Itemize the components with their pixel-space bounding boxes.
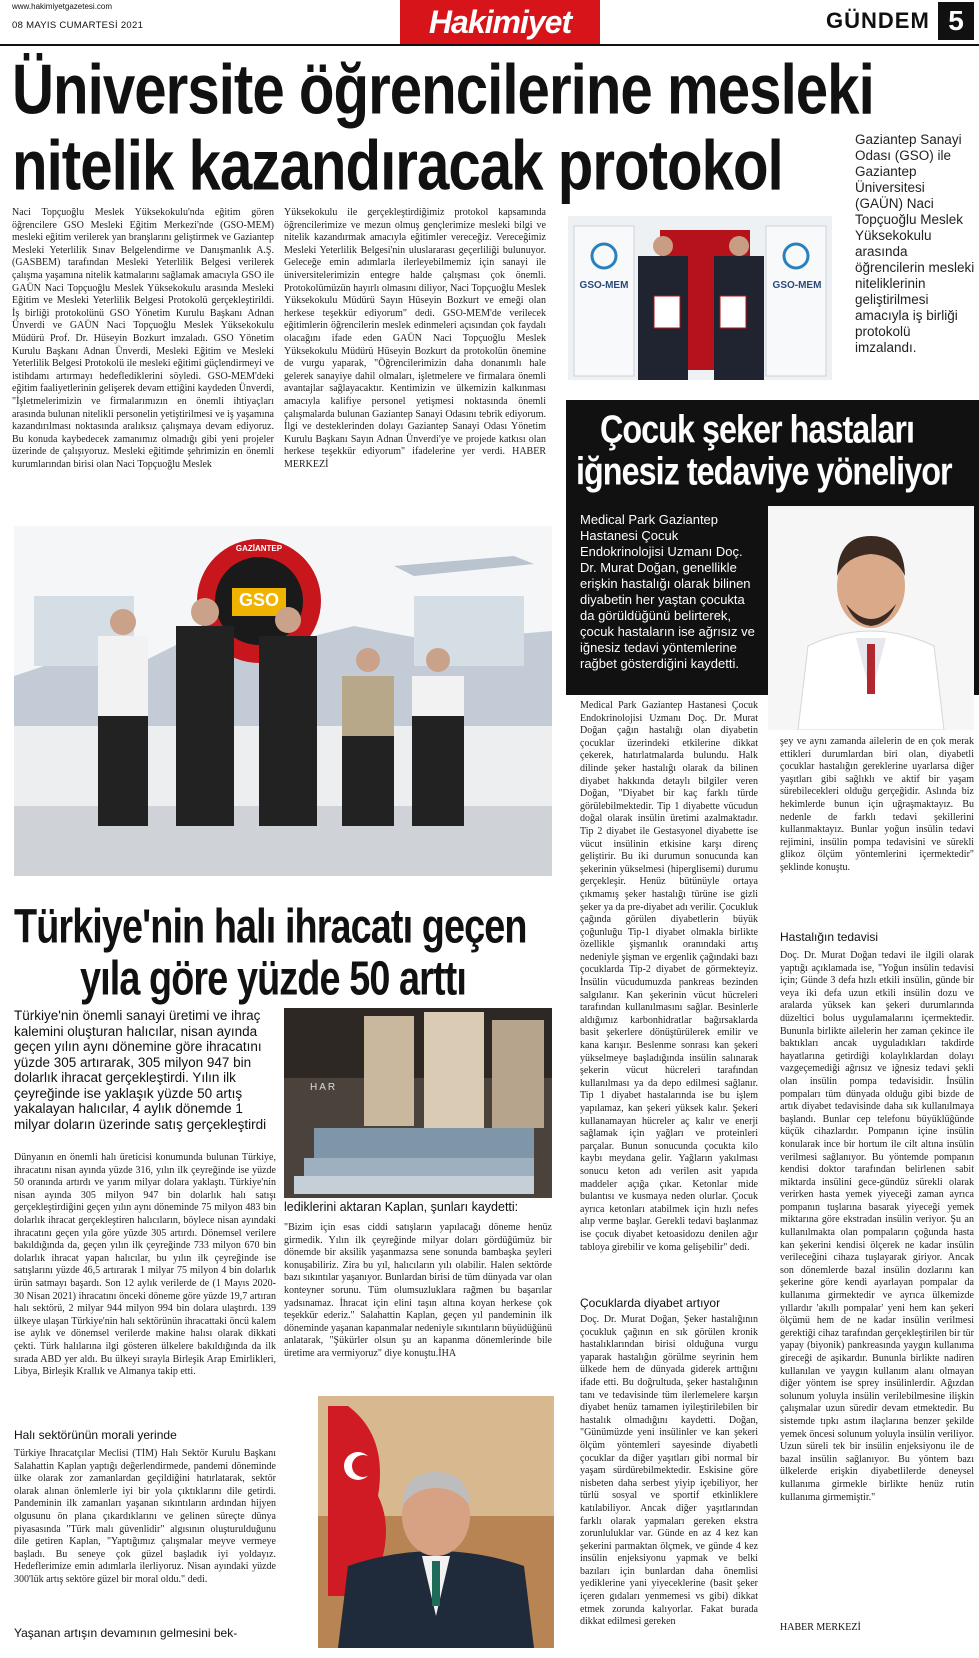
- carpet-photo: [284, 1008, 552, 1198]
- logo-text: Hakimiyet: [428, 3, 572, 40]
- article2-byline: HABER MERKEZİ: [780, 1622, 861, 1633]
- article2-subhead-1: Çocuklarda diyabet artıyor: [580, 1296, 721, 1310]
- article3-headline-line2: yıla göre yüzde 50 arttı: [80, 950, 466, 1005]
- photo-banner-left-text: GSO-MEM: [579, 280, 629, 291]
- article2-column-2b: Doç. Dr. Murat Doğan tedavi ile ilgili olarak yaptığı açıklamada ise, "Yoğun insülin tedavisi için; Günde 3 defa hızlı etkili insülin, günde bir veya iki defa uzun etkili insülin dozu ve aralarda yüksek kan şekeri durumlarında düzeltici bolus uygulamalarını içermektedir. Bununla birlikte ailelerin her zaman çekince ile baktıkları ancak uyguladıkları takdirde hayatlarına getirdiği kolaylıklardan dolayı vazgeçemediği ağrısız ve iğnesiz tedavi şekli olan insülin pompa tedavisidir. İnsülin pompaları tüm dünyada olduğu gibi bizde de artık diyabet tedavisinde daha sık kullanılmaya başlandı. Bunlar cep telefonu büyüklüğünde küçük cihazlardır. Pompanın içine insülin konularak ince bir hortum ile cilt altına insülin verilmesi sağlanıyor. Bu yöntemde pompanın kendisi doktor tarafından belirlenen sabit miktarda insülini gece-gündüz sürekli olarak verirken hasta yemek yiyeceği zaman ayrıca pompanın tuşlarına basarak yiyeceği yemek miktarına göre ekstradan insülin veriyor. Şu an kullanılmakta olan pompaların çoğunda hasta kan şekerini kendisi ölçerek ne kadar insülin verileceğini cihaza tuşlayarak giriyor. Ancak son dönemlerde bazal insülin dozlarını kan şekerine göre kendi ayarlayan pompalar da kullanıma girmektedir ve ayrıca ülkemizde yıllardır 'akıllı pompalar' yeni hem kan şekeri ölçümü hem de ne kadar insülin verilmesi gerektiği cihaz tarafından gerçekleştirilen bir tür yapay (biyonik) pankreasında yaygın kullanıma gireceği de aşikardır. Bununla birlikte nadiren kullanılan ve yaygın kullanım alanı olmayan diğer yöntem ise sprey insülinlerdir. Ağızdan solunum yoluyla insülin verilebilmesine ilişkin çalışmalar uzun süredir devam etmektedir. Bu sistemde tıpkı astım ilaçlarına benzer şekilde yemek öncesi solunum yoluyla insülin veriliyor. Uzun süreli tek bir insülin enjeksiyonu ile de bazal insülin sağlanıyor. Bu yöntem bazı ülkelerde erişkin diyabetlilerde deneysel kullanıma girmekle birlikte henüz rutin kullanıma girmemiştir.": [780, 950, 974, 1503]
- article3-subhead-2: Yaşanan artışın devamının gelmesini bek-: [14, 1626, 238, 1640]
- carpet-photo-illustration: [284, 1008, 552, 1198]
- website-url[interactable]: www.hakimiyetgazetesi.com: [12, 2, 113, 11]
- section-title: GÜNDEM: [826, 8, 930, 33]
- gso-logo-text: GSO: [238, 590, 279, 610]
- official-photo: [318, 1396, 554, 1648]
- photo-banner-right-text: GSO-MEM: [772, 280, 822, 291]
- article3-headline-line1: Türkiye'nin halı ihracatı geçen: [14, 898, 527, 953]
- page-number: 5: [938, 2, 974, 40]
- header-divider: [0, 44, 979, 46]
- article2-column-1b: Doç. Dr. Murat Doğan, Şeker hastalığının çocukluk çağının en sık görülen kronik hastalıklarından birisi olduğuna vurgu yaparak hastalığın görülme seyrinin hem ülkede hem de dünyada giderek arttığını ifade etti. Bu doğrultuda, şeker hastalığının tanı ve tedavisinde tüm ilerlemelere karşın diyabet henüz tamamen iyileştirilebilen bir hastalık olmadığını kaydetti. Doğan, "Günümüzde yeni insülinler ve kan şekeri ölçüm yöntemleri sayesinde diyabetli çocuklar da diğer yaşıtları gibi normal bir yaşam sürdürebilmektedir. Eskisine göre nisbeten daha serbest yiyip içebiliyor, her türlü sosyal ve sportif etkinliklere katılabiliyor. Ancak diğer yaşıtlarından farklı olarak yapmaları gereken ekstra zorunluluklar var. Günde en az 4 kez kan şekerini parmaktan ölçmek, ve günde 4 kez insülin enjeksiyonu yapmak ve belki bazıları için bunlardan daha önemlisi yediklerine yani yiyeceklerine (basit şeker içeren gıdaları yenmemesi vs gibi) dikkat etmek zorunda kalıyorlar. Fakat burada dikkat edilmesi gereken: [580, 1314, 758, 1628]
- article1-photo-caption: Gaziantep Sanayi Odası (GSO) ile Gaziantep Üniversitesi (GAÜN) Naci Topçuoğlu Meslek Yüksekokulu arasında öğrencilerin mesleki niteliklerinin geliştirilmesi amacıyla iş birliği protokolü imzalandı.: [855, 132, 975, 355]
- article2-headline-line1: Çocuk şeker hastaları: [600, 408, 915, 452]
- carpet-photo-brand: HAR: [310, 1082, 338, 1093]
- article3-column-2-heading: lediklerini aktaran Kaplan, şunları kaydetti:: [284, 1200, 519, 1214]
- article3-column-2: "Bizim için esas ciddi satışların yapılacağı döneme henüz girmedik. Yılın ilk çeyreğinde milyar doları gördüğümüz bir dönemde bir aksilik yaşanmazsa sene sonunda bambaşka şeyleri konuşabiliriz. Zira bu yıl, halıcıların yılı olabilir. Halen sektörde bazı sıkıntılar yaşanıyor. Bunlardan birisi de tüm dünyada var olan konteyner sorunu. Tüm olumsuzluklara rağmen bu başarılar yadsınamaz. İhracat için elini taşın altına koyan herkese çok teşekkür ederiz." Salahattin Kaplan, geçen yıl pandeminin ilk döneminde yaşanan kapanmalar nedeniyle sıkıntıların büyüdüğünü anlatarak, "Şükürler olsun şu an kapanma dönemlerinde bile üretime ara vermiyoruz" diye konuştu.İHA: [284, 1222, 552, 1359]
- signing-photo-illustration: [568, 216, 832, 380]
- article2-column-1: Medical Park Gaziantep Hastanesi Çocuk Endokrinolojisi Uzmanı Doç. Dr. Murat Doğan çağın hastalığı olan diyabetin çocuklar üzerindeki etkilerine dikkat çekerek, hatırlatmalarda bulundu. Halk dilinde şeker hastalığı olarak da bilinen diyabet hakkında detaylı bilgiler veren Doğan, "Diyabet bir kaç farklı türde görülebilmektedir. Tip 1 diyabette vücudun doğal olarak insülin üretimi azalmaktadır. Tip 2 diyabet ile Gestasyonel diyabette ise vücut insülinin etkisine karşı direnç geliştirir. Bu iki durumun sonucunda kan şekerinin yükselmesi (hiperglisemi) durumu gerçekleşir. Henüz bütünüyle ortaya çıkmamış şeker hastalığı türüne ise gizli şeker ya da pre-diyabet adı verilir. Çocukluk çağında görülen diyabetlerin büyük çoğunluğu Tip-1 diyabet olmakla birlikte özellikle şişmanlık oranındaki artış nedeniyle şişman ve ergenlik çağındaki bazı çocuklarda Tip-2 diyabet de görmekteyiz. İnsülin vücudumuzda pankreas bezinden salgılanır. Kan şekerinin vücut hücreleri tarafından kullanılmasını sağlar. Besinlerle aldığımız karbonhidratlar bağırsaklarda basit şekerlere dönüştürülerek emilir ve kana karışır. Beslenme sonrası kan şekeri yükselmeye başladığında insülin salınarak şekerin vücut hücreleri tarafından kullanılması ya da depo edilmesi sağlanır. Tip 1 diyabet hastalarında ise bu işlem yapılamaz, kan şekeri yüksek kalır. Şekeri kullanamayan hücreler aç kalır ve enerji sağlamak için yağları ve proteinleri parçalar. Bunun sonucunda çocukta kilo kaybı meydana gelir. Yağların yakılması sonucu keton adı verilen asit yapıda maddeler açığa çıkar. Ketonlar mide bulantısı ve kusmaya neden olurlar. Çocuk ayrıca ketonları atabilmek için hızlı nefes alıp verme başlar. Gerekli tedavi başlanmaz ise çocuk diyabet ketoasidozu denilen ağır tabloya girebilir ve koma gelişebilir" dedi.: [580, 700, 758, 1253]
- article3-subhead: Halı sektörünün morali yerinde: [14, 1428, 177, 1442]
- group-photo: [14, 526, 552, 876]
- article1-headline-line2: nitelik kazandıracak protokol: [12, 125, 783, 205]
- article2-lead: Medical Park Gaziantep Hastanesi Çocuk Endokrinolojisi Uzmanı Doç. Dr. Murat Doğan, genellikle erişkin hastalığı olarak bilinen diyabetin her yaştan çocukta da görüldüğünü belirterek, çocuk hastaların ise ağrısız ve iğnesiz tedavi yöntemlerine rağbet gösterdiğini kaydetti.: [580, 512, 755, 671]
- gso-ring-text: GAZİANTEP: [235, 544, 283, 553]
- signing-photo: [568, 216, 832, 380]
- article3-column-1b: Türkiye İhracatçılar Meclisi (TİM) Halı Sektör Kurulu Başkanı Salahattin Kaplan yaptığı değerlendirmede, pandemi döneminde ülke olarak zor zamanlardan geçildiğini hatırlatarak, sektör olarak alınan önlemlerle iyi bir yola çıktıklarını dile getirdi. Pandeminin ilk zamanları yaşanan sıkıntıların ardından hijyen olgusunu ön plana çıkardıklarını ve gelinen süreçte dünya piyasasında "Türk malı güvenlidir" algısının oluşturulduğunu dile getiren Kaplan, "Yaptığımız çalışmalar meyve vermeye başladı. Bu seneye çok güzel başladık iyi yoldayız. Hedeflerimize emin adımlarla ilerliyoruz. Nisan ayındaki yüzde 300'lük artış sektöre güzel bir moral oldu." dedi.: [14, 1448, 276, 1585]
- article1-column-1: Naci Topçuoğlu Meslek Yüksekokulu'nda eğitim gören öğrencilere GSO Mesleki Eğitim Merkezi'nde (GSO-MEM) mesleki eğitim verilerek yan branşlarını geliştirmek ve Gaziantep Mesleki Yeterlilik Sınav Belgelendirme ve Danışmanlık A.Ş. (GASBEM) tarafından Mesleki Yeterlilik Belgesi verilerek çalışma yaşamına nitelik katmalarını sağlamak amacıyla GSO ile GAÜN Naci Topçuoğlu Meslek Yüksekokulu arasında Mesleki Eğitim ve Mesleki Yeterlilik Belgesi Protokolü gerçekleştirildi. İş birliği protokolünü GSO Yönetim Kurulu Başkanı Adnan Ünverdi ve GAÜN Naci Topçuoğlu Meslek Yüksekokulu Müdürü Prof. Dr. Hüseyin Bozkurt imzaladı. GSO Yönetim Kurulu Başkanı Adnan Ünverdi, Mesleki Eğitim ve Mesleki Yeterlilik Belgesi Protokolü ile mesleki eğitimi güçlendirmeyi ve istihdamı artırmayı hedeflediklerini söyledi. GSO-MEM'deki eğitim faaliyetlerinin gelişerek devam ettiğini kaydeden Ünverdi, "İşletmelerimizin ve firmalarımızın en önemli ihtiyaçları arasında bulunan nitelikli personelin yetiştirilmesi ve iş yaşamına kazandırılması noktasında aralıksız çalışmaya devam ediyoruz. Bu konuda kaybedecek zamanımız olmadığı gibi yeni projeler üzerinde de çalışıyoruz. Mesleki eğitimde şehrimizin en önemli kurumlarından birisi olan Naci Topçuoğlu Meslek: [12, 207, 274, 470]
- group-photo-illustration: [14, 526, 552, 876]
- doctor-photo-illustration: [768, 506, 974, 730]
- article3-column-1: Dünyanın en önemli halı üreticisi konumunda bulunan Türkiye, ihracatını nisan ayında yüzde 316, yılın ilk çeyreğinde ise yüzde 50 oranında artırdı ve yarım milyar dolara yaklaştı. Türkiye'nin nisan ayında 305 milyon 947 bin dolarlık halı satışı gerçekleştirdiğini geçen yılın aynı döneminde 75 milyon 483 bin dolarlık ihracat gerçekleştiren halıcıların, böylece nisan ayındaki ihracatını geçen yıla göre yüzde 305 artırdı. Dönemsel verilere bakıldığında da, geçen yılın ilk çeyreğinde 733 milyon 670 bin dolarlık ihracat yapan halıcılar, bu yılın ilk çeyreğinde ise satışlarını yüzde 46,5 artırarak 1 milyar 75 milyon 4 bin dolarlık ürün satmayı başardı. Son 12 aylık verilerde de (1 Mayıs 2020-30 Nisan 2021) ihracatını önceki döneme göre yüzde 19,7 artıran halı sektörü, 2 milyar 944 milyon 994 bin dolara ulaştırdı. 139 ülkeye ulaşan Türkiye'nin halı sektörünün ihracattaki öncü kalem ise aylık ve dönemsel verilerde makine halısı olarak dikkati çekti. Türk halılarına ilgi gösteren ülkelere bakıldığında da ilk sırada ABD yer aldı. Bu ülkeyi sırayla Birleşik Arap Emirlikleri, Libya, Birleşik Krallık ve Almanya takip etti.: [14, 1152, 276, 1378]
- newspaper-logo[interactable]: [400, 0, 600, 44]
- article1-column-2: Yüksekokulu ile gerçekleştirdiğimiz protokol kapsamında öğrencilerimize ve mezun olmuş gençlerimize mesleki bilgi ve nitelik kazandırmak amacıyla eğitimler vereceğiz. Vereceğimiz Mesleki Yeterlilik Belgesi'nin uluslararası geçerliliği bulunuyor. Geleceğe emin adımlarla ilerleyebilmemiz için sanayi ile üniversitelerimizin entegre halde çalışması çok önemli. Protokolümüzün hayırlı olmasını diliyor, Naci Topçuoğlu Meslek Yüksekokulu Müdürü Sayın Hüseyin Bozkurt ve emeği olan herkese teşekkür ediyorum" dedi. GSO-MEM'de verilecek eğitimlerin öğrencilerin meslek edinmeleri açısından çok faydalı olacağını ifade eden GAÜN Naci Topçuoğlu Meslek Yüksekokulu Müdürü Hüseyin Bozkurt da protokolün önemine de vurgu yaparak, "Öğrencilerimizin daha donanımlı hale gelerek sanayiye dahil olmaları, işletmelere ve firmalara önemli avantajlar sağlayacaktır. Kentimizin ve ülkemizin kalkınması amacıyla kalifiye personel yetişmesi noktasında önemli çalışmalarda bulunan Gaziantep Sanayi Odasını tebrik ediyorum. İlgi ve desteklerinden dolayı Gaziantep Sanayi Odası Yönetim Kurulu Başkanı Sayın Adnan Ünverdi'ye ve projede katkısı olan herkese teşekkür ediyorum" ifadelerine yer verdi. HABER MERKEZİ: [284, 207, 546, 470]
- article1-headline-line1: Üniversite öğrencilerine mesleki: [12, 49, 874, 129]
- doctor-photo: [768, 506, 974, 730]
- issue-date: 08 MAYIS CUMARTESİ 2021: [12, 20, 144, 31]
- official-photo-illustration: [318, 1396, 554, 1648]
- article3-lead: Türkiye'nin önemli sanayi üretimi ve ihraç kalemini oluşturan halıcılar, nisan ayında geçen yılın aynı dönemine göre ihracatını yüzde 305 artırarak, 305 milyon 947 bin dolarlık ihracat gerçekleştirdi. Yılın ilk çeyreğinde ise yaklaşık yüzde 50 artış yakalayan halıcılar, 4 aylık dönemde 1 milyar doların üzerinde satış gerçekleştirdi: [14, 1008, 267, 1132]
- article2-headline-line2: iğnesiz tedaviye yöneliyor: [576, 450, 952, 494]
- article2-column-2a: şey ve aynı zamanda ailelerin de en çok merak ettikleri durumlardan biri olan, diyabetli çocuklar hastalığın gereklerine uyarlarsa diğer yaşıtları gibi sağlıklı ve aktif bir yaşam sürebilecekleri olduğu gerçeğidir. Aslında biz hekimlerde bunun için uğraşmaktayız. Bu nedenle de farklı tedavi şekillerini kullanmaktayız. Bunlar yoğun insülin tedavi rejimini, insülin pompa tedavisini ve sürekli glikoz ölçüm yöntemlerini içermektedir" şeklinde konuştu.: [780, 736, 974, 873]
- article2-subhead-2: Hastalığın tedavisi: [780, 930, 879, 944]
